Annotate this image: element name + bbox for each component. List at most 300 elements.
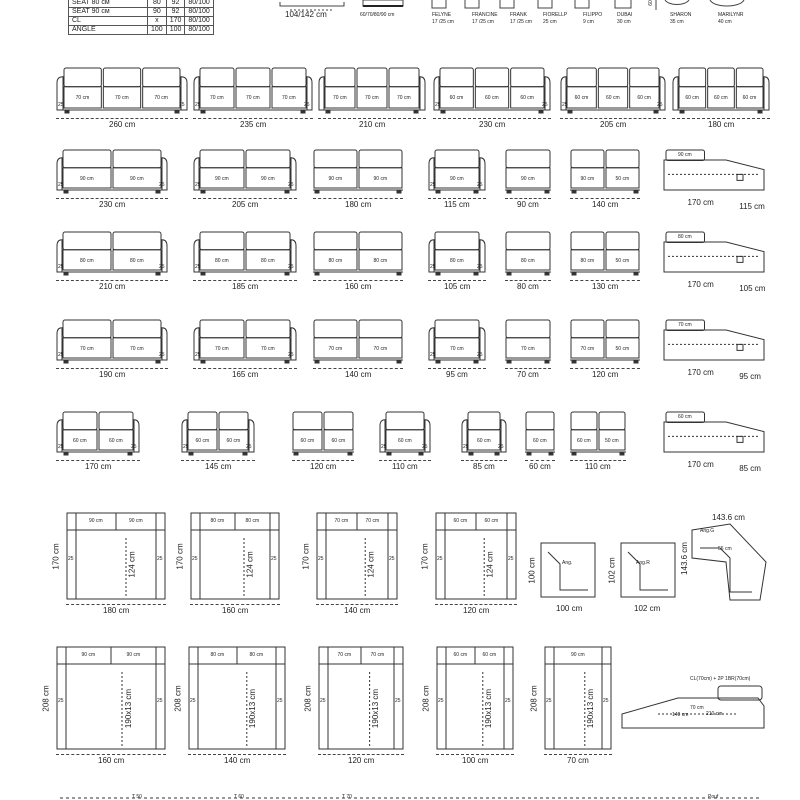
arm-width-label: 25 [157, 698, 163, 704]
seat-width-label: 70 cm [365, 95, 379, 102]
total-width-label: 80 cm [517, 282, 539, 291]
corner-width-label: 85 cm [739, 464, 761, 473]
table-cell: ANGLE [69, 26, 148, 35]
seat-width-label: 70 cm [334, 518, 349, 524]
sofa-drawing [318, 66, 426, 116]
corner-back-label: 90 cm [678, 152, 692, 158]
sofa-bed-drawing [56, 646, 166, 750]
seat-width-label: 80 cm [373, 257, 388, 264]
dimension-line [544, 754, 612, 755]
headrest-size: 17 /25 cm [432, 19, 454, 25]
depth-label: 170 cm [51, 542, 61, 570]
corner-width-label: 105 cm [739, 284, 766, 293]
combo-caption: CL(70cm) + 2P 1BR(70cm) [690, 676, 751, 682]
table-cell: CL [69, 17, 148, 26]
bottom-label: T 70 [342, 794, 352, 800]
total-width-label: 100 cm [462, 756, 489, 765]
dimension-line [570, 198, 640, 199]
seat-width-label: 90 cm [373, 175, 388, 182]
sofa-bed-drawing [316, 512, 398, 600]
arm-width-label: 25 [58, 352, 64, 358]
depth-label: 208 cm [529, 684, 539, 712]
dimension-line [56, 280, 168, 281]
seat-width-label: 70 cm [154, 95, 168, 102]
sofa-drawing [570, 148, 640, 196]
sofa-drawing [461, 410, 507, 458]
angle-width-label: 143.6 cm [712, 513, 745, 522]
seat-width-label: 80 cm [328, 257, 343, 264]
dimension-line [505, 280, 551, 281]
sofa-drawing [505, 230, 551, 278]
sofa-bed-drawing [188, 646, 286, 750]
headrest-name: FILIPPO [583, 12, 603, 18]
sofa-drawing [313, 230, 403, 278]
seat-width-label: 60 cm [453, 518, 468, 524]
table-cell: 80/100 [185, 0, 213, 8]
seat-width-label: 70 cm [333, 95, 347, 102]
seat-width-label: 90 cm [521, 175, 535, 182]
total-width-label: 95 cm [446, 370, 468, 379]
headrest-size: 30 cm [617, 19, 631, 25]
seat-width-label: 70 cm [282, 95, 296, 102]
arm-width-label: 25 [288, 264, 294, 270]
table-row [69, 26, 214, 35]
corner-width-label: 115 cm [739, 202, 765, 211]
total-width-label: 230 cm [99, 200, 126, 209]
arm-width-label: 25 [463, 444, 469, 450]
total-width-label: 90 cm [517, 200, 539, 209]
sofa-drawing [379, 410, 431, 458]
arm-width-label: 25 [58, 102, 64, 108]
table-cell: 80/100 [185, 17, 213, 26]
dimension-line [525, 460, 555, 461]
seat-width-label: 60 cm [449, 95, 464, 102]
total-width-label: 85 cm [473, 462, 495, 471]
total-width-label: 105 cm [444, 282, 471, 291]
headrest-name: MARILYNR [718, 12, 744, 18]
seat-width-label: 90 cm [129, 518, 143, 524]
seat-width-label: 60 cm [398, 437, 412, 444]
mattress-label: 190x13 cm [123, 688, 133, 728]
total-width-label: 140 cm [345, 370, 372, 379]
depth-label: 208 cm [173, 684, 183, 712]
dimension-line [318, 754, 404, 755]
seat-width-label: 60 cm [453, 652, 468, 658]
total-width-label: 160 cm [98, 756, 125, 765]
table-cell: x [148, 17, 167, 26]
sofa-drawing [313, 318, 403, 366]
dimension-line [428, 368, 486, 369]
dimension-line [570, 280, 640, 281]
sofa-drawing [672, 66, 770, 116]
total-width-label: 160 cm [345, 282, 372, 291]
corner-back-label: 60 cm [678, 414, 692, 420]
sofa-drawing [181, 410, 255, 458]
seat-width-label: 70 cm [328, 345, 343, 352]
seat-width-label: 80 cm [249, 652, 264, 658]
total-width-label: 235 cm [240, 120, 267, 129]
table-cell: 170 [166, 17, 185, 26]
arm-width-label: 25 [277, 698, 283, 704]
arm-width-label: 25 [430, 182, 436, 188]
mattress-label: 124 cm [366, 551, 376, 578]
combo-width-label: 70 cm [690, 705, 704, 711]
seat-width-label: 70 cm [580, 345, 595, 352]
seat-width-label: 80 cm [210, 518, 225, 524]
total-width-label: 70 cm [567, 756, 589, 765]
arm-width-label: 25 [546, 698, 552, 704]
total-width-label: 130 cm [592, 282, 619, 291]
seat-width-label: 60 cm [195, 437, 210, 444]
sofa-drawing [193, 66, 313, 116]
corner-sofa-drawing [660, 318, 770, 366]
arm-width-label: 25 [195, 352, 201, 358]
arm-width-label: 25 [159, 352, 165, 358]
corner-depth-label: 170 cm [687, 280, 714, 289]
total-width-label: 205 cm [232, 200, 259, 209]
arm-width-label: 25 [58, 182, 64, 188]
corner-sofa-drawing [660, 230, 770, 278]
mattress-label: 124 cm [127, 551, 137, 578]
seat-width-label: 70 cm [397, 95, 411, 102]
sofa-drawing [428, 230, 486, 278]
arm-width-label: 25 [435, 102, 441, 108]
table-cell: 80/100 [185, 26, 213, 35]
dimension-line [316, 604, 398, 605]
seat-width-label: 60 cm [300, 437, 315, 444]
angle-height-label: 102 cm [607, 556, 617, 584]
seat-width-label: 70 cm [521, 345, 535, 352]
corner-depth-label: 170 cm [687, 460, 714, 469]
dimension-line [193, 368, 297, 369]
corner-depth-label: 170 cm [687, 198, 714, 207]
angle-drawing [540, 542, 596, 598]
bottom-label: T 60 [234, 794, 244, 800]
arm-width-label: 25 [192, 556, 198, 562]
headrest-name: FRANCINE [472, 12, 498, 18]
sofa-drawing [570, 410, 626, 458]
headrest-size: 40 cm [718, 19, 732, 25]
corner-sofa-drawing [660, 148, 770, 196]
sofa-drawing [505, 318, 551, 366]
angle-height-label: 100 cm [527, 556, 537, 584]
table-cell: 80/100 [185, 8, 213, 17]
sofa-drawing [560, 66, 666, 116]
arm-width-label: 25 [159, 182, 165, 188]
total-width-label: 180 cm [345, 200, 372, 209]
seat-width-label: 60 cm [520, 95, 534, 102]
headrest-name: FIORELLP [543, 12, 568, 18]
seat-width-label: 60 cm [685, 95, 699, 102]
sofa-drawing [56, 148, 168, 196]
dimension-line [193, 280, 297, 281]
total-width-label: 120 cm [463, 606, 490, 615]
dimension-line [435, 604, 517, 605]
total-width-label: 115 cm [444, 200, 470, 209]
arm-width-label: 25 [430, 264, 436, 270]
seat-width-label: 90 cm [450, 175, 464, 182]
seat-width-label: 90 cm [328, 175, 343, 182]
seat-width-label: 60 cm [485, 95, 499, 102]
combo-width-label: 210 cm [706, 711, 723, 717]
seat-width-label: 70 cm [450, 345, 464, 352]
seat-width-label: 80 cm [245, 518, 260, 524]
arm-width-label: 25 [68, 556, 74, 562]
bottom-strip [60, 796, 800, 800]
sofa-drawing [525, 410, 555, 458]
angle-label: Ang. [562, 560, 573, 566]
seat-width-label: 50 cm [605, 437, 619, 444]
arm-width-label: 25 [195, 102, 201, 108]
arm-width-label: 25 [603, 698, 609, 704]
sofa-drawing [56, 230, 168, 278]
dimension-line [56, 118, 188, 119]
seat-width-label: 60 cm [742, 95, 757, 102]
total-width-label: 260 cm [109, 120, 136, 129]
arm-width-label: 25 [271, 556, 277, 562]
angle-label: Ang.R [636, 560, 650, 566]
seat-width-label: 60 cm [606, 95, 620, 102]
seat-width-label: 60 cm [226, 437, 241, 444]
seat-width-label: 90 cm [130, 175, 144, 182]
total-width-label: 110 cm [392, 462, 418, 471]
headrest-size: 17 /25 cm [472, 19, 494, 25]
dimension-line [318, 118, 426, 119]
sofa-drawing [505, 148, 551, 196]
total-width-label: 140 cm [344, 606, 371, 615]
sofa-bed-drawing [436, 646, 514, 750]
seat-width-label: 60 cm [574, 95, 589, 102]
sofa-drawing [570, 230, 640, 278]
depth-label: 170 cm [301, 542, 311, 570]
dimension-label: 60 [647, 0, 654, 6]
dimension-line [505, 198, 551, 199]
total-width-label: 120 cm [348, 756, 375, 765]
sofa-drawing [193, 148, 297, 196]
seat-width-label: 70 cm [75, 95, 90, 102]
mattress-label: 190x13 cm [484, 688, 494, 728]
arm-width-label: 25 [389, 556, 395, 562]
seat-width-label: 80 cm [580, 257, 595, 264]
arm-width-label: 25 [438, 698, 444, 704]
arm-width-label: 25 [477, 182, 483, 188]
angle-drawing [620, 542, 676, 598]
seat-width-label: 90 cm [261, 175, 275, 182]
headrest-name: FELYNE [432, 12, 452, 18]
arm-width-label: 25 [437, 556, 443, 562]
seat-width-label: 60 cm [109, 437, 123, 444]
seat-width-label: 70 cm [130, 345, 144, 352]
dimension-line [313, 280, 403, 281]
dimension-line [190, 604, 280, 605]
corner-sofa-drawing [660, 410, 770, 458]
arm-width-label: 25 [562, 102, 568, 108]
arm-width-label: 25 [288, 182, 294, 188]
seat-width-label: 60 cm [73, 437, 87, 444]
total-width-label: 190 cm [99, 370, 126, 379]
seat-width-label: 70 cm [365, 518, 380, 524]
total-width-label: 205 cm [600, 120, 627, 129]
total-width-label: 70 cm [517, 370, 539, 379]
arm-width-label: 25 [422, 444, 428, 450]
sofa-drawing [570, 318, 640, 366]
corner-depth-label: 170 cm [687, 368, 714, 377]
table-cell: 80 [148, 0, 167, 8]
seat-width-label: 60 cm [477, 437, 491, 444]
angle-drawing [690, 522, 768, 602]
seat-width-label: 50 cm [615, 257, 630, 264]
angle-diag-label: 56 cm [718, 546, 732, 552]
mattress-label: 124 cm [245, 551, 255, 578]
arm-width-label: 25 [430, 352, 436, 358]
arm-width-label: 25 [498, 444, 504, 450]
dimension-line [560, 118, 666, 119]
angle-width-label: 102 cm [634, 604, 661, 613]
arm-width-label: 25 [159, 264, 165, 270]
arm-width-label: 25 [542, 102, 548, 108]
dimension-label: 104/142 cm [285, 10, 327, 19]
arm-width-label: 25 [505, 698, 511, 704]
seat-width-label: 70 cm [373, 345, 388, 352]
arm-width-label: 25 [395, 698, 401, 704]
arm-width-label: 25 [58, 444, 64, 450]
seat-width-label: 90 cm [580, 175, 595, 182]
depth-label: 170 cm [420, 542, 430, 570]
sofa-drawing [56, 410, 140, 458]
table-cell: SEAT 80 см [69, 0, 148, 8]
dimension-line [193, 198, 297, 199]
seat-width-label: 80 cm [521, 257, 535, 264]
total-width-label: 120 cm [592, 370, 619, 379]
table-row [69, 8, 214, 17]
total-width-label: 165 cm [232, 370, 259, 379]
corner-back-label: 80 cm [678, 234, 692, 240]
seat-width-label: 60 cm [331, 437, 346, 444]
total-width-label: 210 cm [99, 282, 126, 291]
seat-width-label: 70 cm [115, 95, 129, 102]
seat-width-label: 70 cm [246, 95, 260, 102]
seat-width-label: 90 cm [215, 175, 229, 182]
headrest-size: 35 cm [670, 19, 684, 25]
seat-width-label: 50 cm [615, 345, 630, 352]
total-width-label: 140 cm [224, 756, 251, 765]
seat-width-label: 80 cm [450, 257, 464, 264]
seat-width-label: 80 cm [261, 257, 275, 264]
total-width-label: 110 cm [585, 462, 611, 471]
combo-width-label: 140 cm [672, 712, 689, 718]
arm-width-label: 25 [157, 556, 163, 562]
arm-width-label: 25 [508, 556, 514, 562]
arm-width-label: 25 [320, 698, 326, 704]
mattress-label: 190x13 cm [248, 688, 258, 728]
bottom-label: Pouf [708, 794, 719, 800]
table-cell: SEAT 90 см [69, 8, 148, 17]
spec-table [68, 0, 214, 35]
depth-label: 208 cm [41, 684, 51, 712]
seat-width-label: 70 cm [337, 652, 352, 658]
total-width-label: 140 cm [592, 200, 619, 209]
total-width-label: 230 cm [479, 120, 506, 129]
mattress-label: 124 cm [485, 551, 495, 578]
arm-width-label: 25 [304, 102, 310, 108]
sofa-drawing [56, 318, 168, 366]
dimension-line [428, 280, 486, 281]
arm-width-label: 25 [477, 352, 483, 358]
headrest-size: 25 cm [543, 19, 557, 25]
seat-width-label: 90 cm [81, 652, 96, 658]
seat-width-label: 90 cm [89, 518, 103, 524]
headrest-size: 9 cm [583, 19, 594, 25]
dimension-line [672, 118, 770, 119]
dimension-line [379, 460, 431, 461]
seat-width-label: 50 cm [615, 175, 630, 182]
table-cell: 100 [148, 26, 167, 35]
dimension-line [313, 368, 403, 369]
angle-width-label: 100 cm [556, 604, 583, 613]
seat-width-label: 80 cm [80, 257, 94, 264]
arm-width-label: 25 [190, 698, 196, 704]
arm-width-label: 25 [195, 264, 201, 270]
total-width-label: 60 cm [529, 462, 551, 471]
dimension-line [570, 368, 640, 369]
sofa-bed-drawing [190, 512, 280, 600]
sofa-drawing [56, 66, 188, 116]
dimension-line [193, 118, 313, 119]
dimension-line [292, 460, 354, 461]
dimension-line [428, 198, 486, 199]
sofa-bed-drawing [318, 646, 404, 750]
seat-width-label: 60 cm [637, 95, 651, 102]
arm-width-label: 25 [477, 264, 483, 270]
sofa-drawing [433, 66, 551, 116]
dimension-line [436, 754, 514, 755]
total-width-label: 120 cm [310, 462, 337, 471]
corner-width-label: 95 cm [739, 372, 761, 381]
sofa-drawing [428, 318, 486, 366]
sofa-bed-drawing [544, 646, 612, 750]
dimension-line [433, 118, 551, 119]
table-cell: 92 [166, 0, 185, 8]
total-width-label: 180 cm [103, 606, 130, 615]
sofa-bed-drawing [435, 512, 517, 600]
dimension-line [56, 368, 168, 369]
arm-width-label: 25 [179, 102, 185, 108]
dimension-line [461, 460, 507, 461]
dimension-line [66, 604, 166, 605]
arm-width-label: 25 [318, 556, 324, 562]
angle-label: Ang.G [700, 528, 715, 534]
headrest-name: DUBAI [617, 12, 633, 18]
arm-width-label: 25 [195, 182, 201, 188]
dimension-line [56, 754, 166, 755]
seat-width-label: 70 cm [80, 345, 94, 352]
seat-width-label: 80 cm [215, 257, 229, 264]
sofa-drawing [292, 410, 354, 458]
seat-width-label: 70 cm [370, 652, 385, 658]
sofa-drawing [193, 318, 297, 366]
table-cell: 100 [166, 26, 185, 35]
seat-width-label: 80 cm [210, 652, 225, 658]
seat-width-label: 60 cm [714, 95, 728, 102]
depth-label: 208 cm [421, 684, 431, 712]
sofa-drawing [193, 230, 297, 278]
total-width-label: 185 cm [232, 282, 259, 291]
corner-back-label: 70 cm [678, 322, 692, 328]
arm-width-label: 25 [288, 352, 294, 358]
sofa-drawing [313, 148, 403, 196]
sofa-drawing [428, 148, 486, 196]
arm-width-label: 25 [381, 444, 387, 450]
